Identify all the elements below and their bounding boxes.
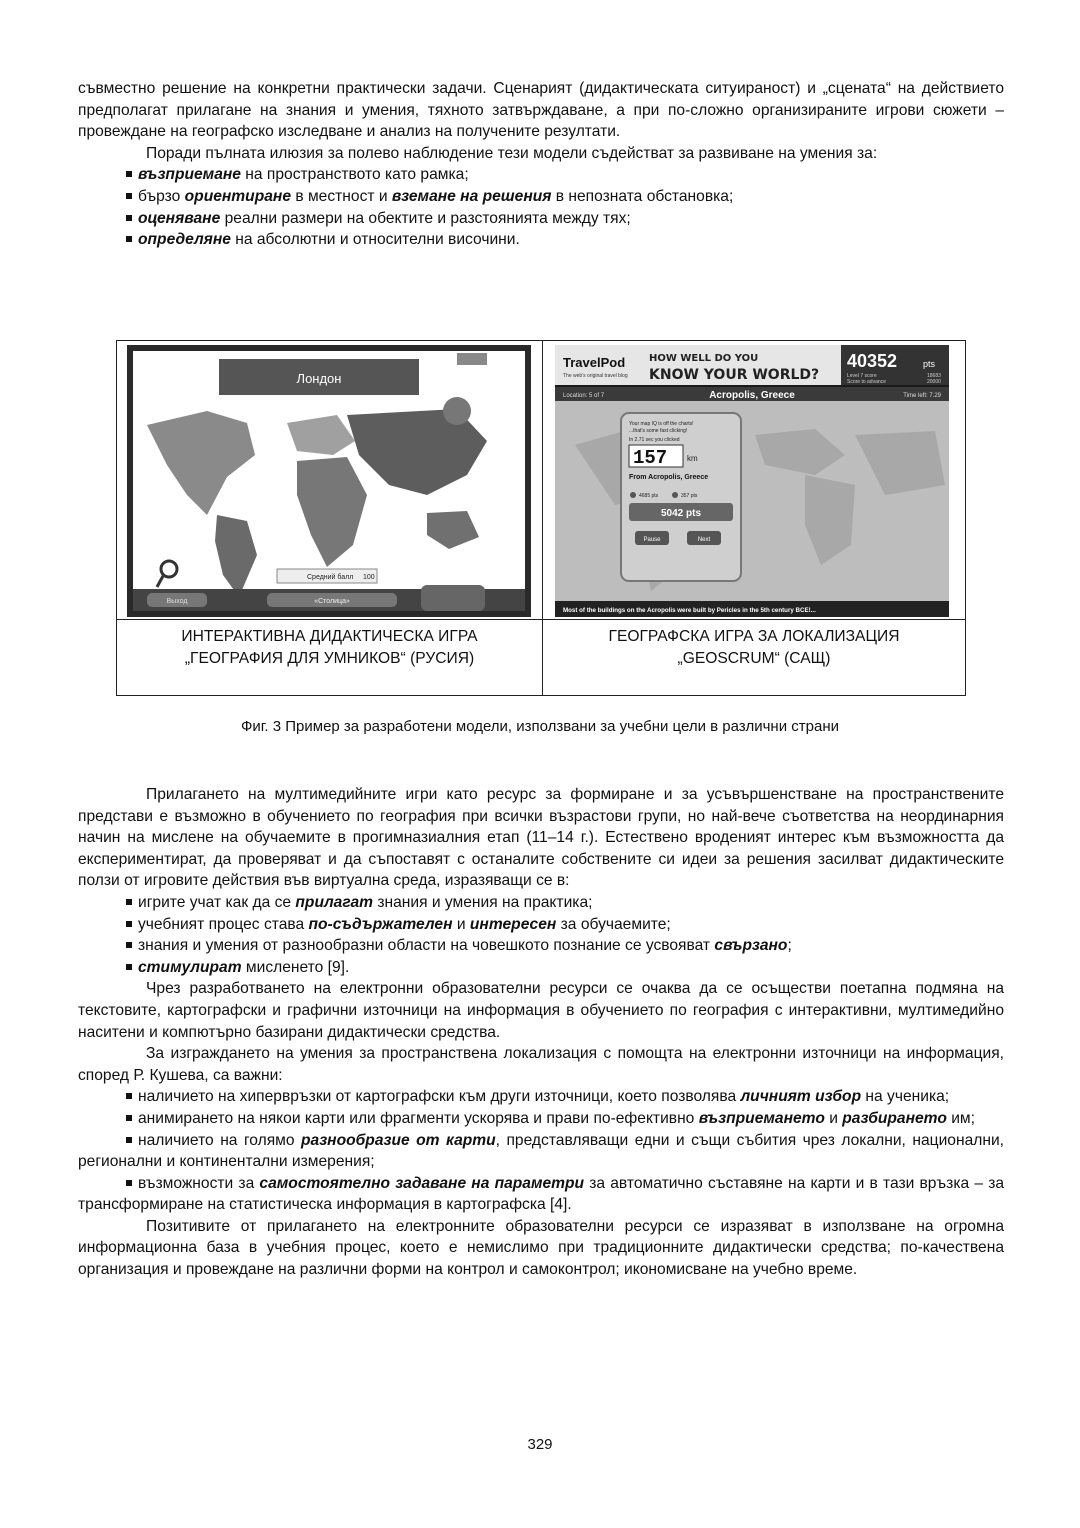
list-item: възприемане на пространството като рамка; <box>78 164 1004 186</box>
list-item: оценяване реални размери на обектите и разстоянията между тях; <box>78 208 1004 230</box>
caption-line: „ГЕОГРАФИЯ ДЛЯ УМНИКОВ“ (РУСИЯ) <box>184 650 475 667</box>
list-item: знания и умения от разнообразни области на човешкото познание се усвояват свързано; <box>78 935 1004 957</box>
caption-line: „GEOSCRUM“ (САЩ) <box>677 650 831 667</box>
svg-text:Pause: Pause <box>643 537 661 543</box>
score-value: 100 <box>363 574 375 581</box>
top-text <box>78 78 1004 251</box>
mascot-icon <box>443 397 471 425</box>
svg-text:In 2.71 sec you clicked: In 2.71 sec you clicked <box>629 437 680 443</box>
location-text: Location: 5 of 7 <box>563 393 605 399</box>
points-value: 40352 <box>847 351 898 371</box>
caption-right <box>543 626 965 670</box>
advance-text: Score to advance <box>847 379 886 385</box>
list-item: игрите учат как да се прилагат знания и умения на практика; <box>78 892 1004 914</box>
capitals-label: «Столица» <box>314 598 350 605</box>
figure-cell-left <box>117 341 543 695</box>
caption-line: ГЕОГРАФСКА ИГРА ЗА ЛОКАЛИЗАЦИЯ <box>608 628 900 645</box>
list-item: определяне на абсолютни и относителни височини. <box>78 229 1004 251</box>
list-item: бързо ориентиране в местност и вземане на решения в непозната обстановка; <box>78 186 1004 208</box>
score-label: Средний балл <box>307 574 354 581</box>
paragraph: Чрез разработването на електронни образователни ресурси се очаква да се осъществи поетапна подмяна на текстовите, картографски и графични източници на информация в обучението по география с интерактивни, мултимедийно наситени и компютърно базирани дидактически средства. <box>78 980 1004 1041</box>
time-left: Time left: 7.29 <box>903 393 941 399</box>
screenshot-geoscrum-game <box>555 345 949 617</box>
paragraph: Поради пълната илюзия за полево наблюдение тези модели съдействат за развиване на умения за: <box>146 144 878 162</box>
figure-table <box>116 340 966 696</box>
advance-value: 20000 <box>927 379 941 385</box>
svg-text:km: km <box>687 454 698 463</box>
page-number: 329 <box>527 1436 553 1453</box>
svg-text:4685 pts: 4685 pts <box>639 493 659 499</box>
place-name: Acropolis, Greece <box>709 390 795 401</box>
paragraph: Позитивите от прилагането на електронните образователни ресурси се изразяват в използване на огромна информационна база в учебния процес, което е немислимо при традиционните дидактически средства; по-качествена организация и провеждане на различни форми на контрол и самоконтрол; икономисване на учебно време. <box>78 1217 1004 1279</box>
figure-caption: Фиг. 3 Пример за разработени модели, използвани за учебни цели в различни страни <box>241 718 839 735</box>
caption-line: ИНТЕРАКТИВНА ДИДАКТИЧЕСКА ИГРА <box>181 628 478 645</box>
svg-text:From Acropolis, Greece: From Acropolis, Greece <box>629 474 709 481</box>
paragraph: За изграждането на умения за пространствена локализация с помощта на електронни източници на информация, според Р. Кушева, са важни: <box>78 1045 1004 1084</box>
list-item: стимулират мисленето [9]. <box>78 957 1004 979</box>
tools-icon <box>421 585 485 611</box>
list-item: анимирането на някои карти или фрагменти ускорява и прави по-ефективно възприемането и разбирането им; <box>78 1108 1004 1130</box>
svg-text:Next: Next <box>697 537 711 543</box>
fact-text: Most of the buildings on the Acropolis were built by Pericles in the 5th century BCE!... <box>563 607 816 614</box>
travelpod-logo: TravelPod <box>563 355 626 370</box>
brand-tag: The web's original travel blog <box>563 373 628 379</box>
window-controls-icon <box>457 353 487 365</box>
list-item: наличието на голямо разнообразие от карти, представляващи едни и същи събития чрез локални, национални, регионални и континентални измерения; <box>78 1131 1004 1171</box>
level-value: 18683 <box>927 373 941 379</box>
paragraph: Прилагането на мултимедийните игри като ресурс за формиране и за усъвършенстване на пространствените представи е възможно в обучението по география при всички възрастови групи, но най-вече съответства на неординарния начин на мислене на обучаемите в прогимназиалния етап (11–14 г.). Естествено вроденият интерес към възможността да експериментират, да проверяват и да съпоставят с останалите собствените си идеи за решения засилват дидактическите ползи от игровите действия във виртуална среда, изразяващи се в: <box>78 786 1004 890</box>
screenshot-russian-game <box>127 345 531 617</box>
total-points: 5042 pts <box>660 508 702 519</box>
list-item: възможности за самостоятелно задаване на параметри за автоматично съставяне на карти и в тази връзка – за трансформиране на статистическа информация в картографска [4]. <box>78 1174 1005 1214</box>
level-text: Level 7 score <box>847 373 877 379</box>
game-title-line1: HOW WELL DO YOU <box>649 353 759 364</box>
bottom-text <box>78 784 1004 1281</box>
list-item: учебният процес става по-съдържателен и интересен за обучаемите; <box>78 914 1004 936</box>
paragraph: съвместно решение на конкретни практически задачи. Сценарият (дидактическата ситуираност) и „сцената“ на действието предполагат прилагане на знания и умения, тяхното затвърждаване, а при по-сложно организираните игрови сюжети – провеждане на географско изследване и анализ на получените резултати. <box>78 80 1004 141</box>
figure-cell-right <box>543 341 965 695</box>
game-title-line2: KNOW YOUR WORLD? <box>649 367 820 383</box>
svg-text:...that's some fast clicking!: ...that's some fast clicking! <box>629 428 688 434</box>
svg-text:Your map IQ is off the charts!: Your map IQ is off the charts! <box>629 421 694 427</box>
list-item: наличието на хипервръзки от картографски към други източници, което позволява личният избор на ученика; <box>78 1086 1004 1108</box>
city-banner: Лондон <box>296 371 342 386</box>
exit-label: Выход <box>166 598 188 605</box>
distance-value: 157 <box>633 447 668 469</box>
caption-left <box>117 626 542 670</box>
svg-text:357 pts: 357 pts <box>681 493 698 499</box>
points-unit: pts <box>923 359 936 369</box>
